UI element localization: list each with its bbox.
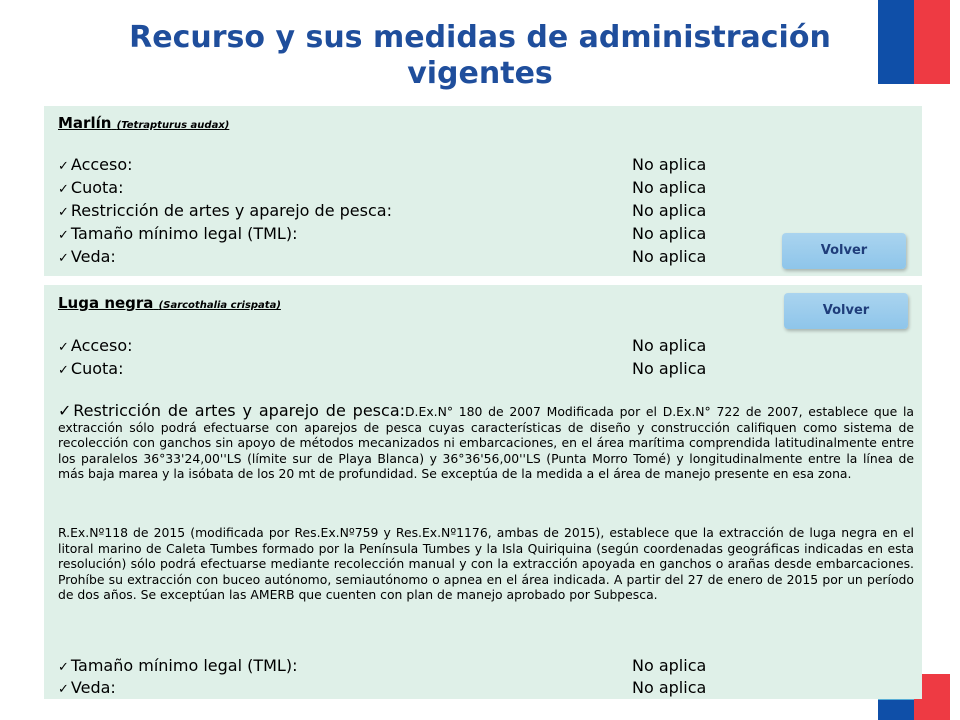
measure-value: No aplica [632, 656, 707, 675]
measure-label: Cuota: [70, 359, 124, 378]
measure-label: Tamaño mínimo legal (TML): [70, 224, 298, 243]
check-icon: ✓ [58, 228, 69, 243]
check-icon: ✓ [58, 682, 69, 697]
check-icon: ✓ [58, 205, 69, 220]
measure-label: Cuota: [70, 178, 124, 197]
species-panel-marlin [44, 106, 922, 276]
measure-value: No aplica [632, 336, 707, 355]
measure-value: No aplica [632, 247, 707, 266]
measure-label: Tamaño mínimo legal (TML): [70, 656, 298, 675]
measure-label: Veda: [70, 247, 116, 266]
page-title: Recurso y sus medidas de administración vigentes [129, 20, 831, 91]
measure-row-cuota [58, 177, 123, 201]
resolution-paragraph: R.Ex.Nº118 de 2015 (modificada por Res.Ex.Nº759 y Res.Ex.Nº1176, ambas de 2015), establece que la extracción de luga negra en el litoral marino de Caleta Tumbes formado por la Península Tumbes y la Isla Quiriquina (según coordenadas geográficas indicadas en esta resolución) sólo podrá efectuarse mediante recolección manual y con la extracción apoyada en ganchos o arañas desde embarcaciones. Prohíbe su extracción con buceo autónomo, semiautónomo o apnea en el área indicada. A partir del 27 de enero de 2015 por un período de dos años. Se exceptúan las AMERB que cuenten con plan de manejo aprobado por Subpesca. [58, 525, 914, 603]
species-scientific-name: (Sarcothalia crispata) [158, 300, 281, 311]
measure-label: Acceso: [70, 336, 133, 355]
species-scientific-name: (Tetrapturus audax) [116, 120, 230, 131]
check-icon: ✓ [58, 182, 69, 197]
measure-row-restriccion [58, 200, 392, 224]
check-icon: ✓ [58, 401, 74, 420]
species-heading [58, 294, 281, 312]
restriction-text: D.Ex.N° 180 de 2007 Modificada por el D.Ex.N° 722 de 2007, establece que la extracción sólo podrá efectuarse con aparejos de pesca cuyas características de diseño y construcción califiquen como sistema de recolección con ganchos sin apoyo de métodos mecanizados ni embarcaciones, en el área marítima comprendida latitudinalmente entre los paralelos 36°33'24,00''LS (límite sur de Playa Blanca) y 36°36'56,00''LS (Punta Morro Tomé) y longitudinalmente entre la línea de más baja marea y la isóbata de los 20 mt de profundidad. Se exceptúa de la medida a el área de manejo presente en esa zona. [58, 404, 915, 482]
measure-label: Acceso: [70, 155, 133, 174]
measure-row-veda [58, 677, 116, 701]
measure-row-acceso [58, 154, 133, 178]
measure-row-cuota [58, 358, 123, 382]
flag-logo-top [878, 0, 950, 84]
check-icon: ✓ [58, 251, 69, 266]
check-icon: ✓ [58, 159, 69, 174]
measure-value: No aplica [632, 224, 707, 243]
measure-value: No aplica [632, 678, 707, 697]
species-name: Marlín [58, 114, 112, 132]
flag-blue-block [878, 700, 914, 720]
check-icon: ✓ [58, 660, 69, 675]
volver-button[interactable]: Volver [784, 293, 908, 329]
measure-value: No aplica [632, 359, 707, 378]
measure-row-acceso [58, 335, 133, 359]
volver-button[interactable]: Volver [782, 233, 906, 269]
measure-row-tml [58, 655, 297, 679]
measure-row-veda [58, 246, 116, 270]
measure-value: No aplica [632, 201, 707, 220]
flag-blue-stripe [878, 0, 914, 84]
measure-label: Restricción de artes y aparejo de pesca: [70, 201, 392, 220]
check-icon: ✓ [58, 363, 69, 378]
restriction-label: Restricción de artes y aparejo de pesca: [73, 401, 406, 420]
measure-value: No aplica [632, 178, 707, 197]
measure-value: No aplica [632, 155, 707, 174]
measure-row-tml [58, 223, 297, 247]
species-heading [58, 114, 229, 132]
species-panel-luga-negra [44, 285, 922, 699]
flag-red-stripe [914, 0, 950, 84]
check-icon: ✓ [58, 340, 69, 355]
restriction-paragraph [58, 403, 914, 482]
species-name: Luga negra [58, 294, 154, 312]
measure-label: Veda: [70, 678, 116, 697]
